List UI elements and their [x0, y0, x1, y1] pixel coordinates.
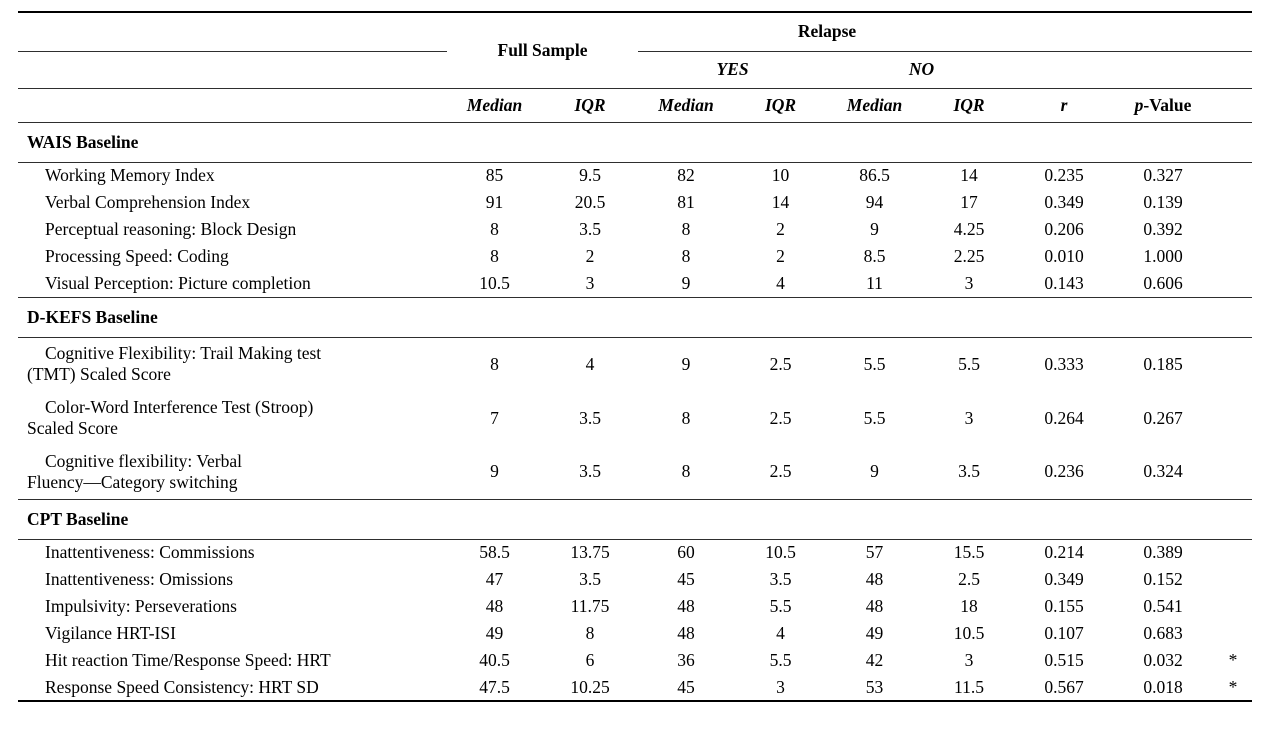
table-row [18, 337, 1252, 391]
value-cell: 10.5 [953, 623, 985, 643]
table-row [18, 539, 1252, 566]
table-row [18, 162, 1252, 189]
value-cell: 10.5 [447, 270, 542, 297]
results-table [18, 11, 1252, 702]
value-cell: 8 [681, 246, 691, 266]
value-cell: 11.5 [922, 674, 1016, 701]
value-cell: 45 [677, 569, 695, 589]
value-cell: 0.214 [1044, 542, 1084, 563]
value-cell: 0.236 [1016, 445, 1112, 499]
value-cell: 3.5 [769, 569, 792, 589]
col-header-iqr-no: IQR [922, 88, 1016, 122]
value-cell: 4 [734, 270, 827, 297]
value-cell: 5.5 [863, 353, 886, 374]
value-cell: 2.5 [769, 353, 792, 374]
table-row [18, 189, 1252, 216]
value-cell: 8 [681, 219, 691, 239]
value-cell: 8 [681, 407, 691, 428]
value-cell: 9 [870, 219, 879, 239]
significance-cell: * [1228, 650, 1238, 670]
value-cell: 3 [964, 407, 974, 428]
value-cell: 5.5 [863, 407, 886, 428]
value-cell: 0.327 [1143, 165, 1183, 186]
header-group-row [18, 12, 1252, 51]
row-label: Working Memory Index [45, 165, 215, 186]
significance-cell [1214, 620, 1252, 647]
section-header-row [18, 499, 1252, 539]
significance-cell [1214, 162, 1252, 189]
row-label: Impulsivity: Perseverations [45, 596, 237, 616]
value-cell: 0.018 [1112, 674, 1214, 701]
section-header-row [18, 297, 1252, 337]
section-title: WAIS Baseline [18, 122, 1252, 162]
value-cell: 42 [865, 650, 884, 670]
relapse-label: Relapse [797, 21, 857, 42]
value-cell: 3.5 [579, 219, 601, 239]
value-cell: 3 [734, 674, 827, 701]
value-cell: 0.267 [1143, 407, 1183, 428]
value-cell: 10.5 [765, 542, 796, 563]
value-cell: 53 [827, 674, 922, 701]
row-label: Vigilance HRT-ISI [45, 623, 176, 643]
value-cell: 45 [638, 674, 734, 701]
value-cell: 85 [485, 165, 504, 186]
value-cell: 2.25 [953, 246, 985, 266]
significance-cell [1214, 593, 1252, 620]
table-row [18, 647, 1252, 674]
row-label: Visual Perception: Picture completion [18, 270, 447, 297]
relapse-no-header [827, 51, 1016, 88]
value-cell: 2 [585, 246, 595, 266]
value-cell: 14 [960, 165, 978, 186]
section-title: CPT Baseline [18, 499, 1252, 539]
header-filler-cell [1016, 51, 1252, 88]
significance-cell [1214, 445, 1252, 499]
value-cell: 2.5 [734, 445, 827, 499]
value-cell: 0.185 [1143, 353, 1183, 374]
value-cell: 40.5 [479, 650, 510, 670]
column-header-row [18, 88, 1252, 122]
significance-cell [1214, 189, 1252, 216]
significance-cell [1214, 566, 1252, 593]
table-row [18, 566, 1252, 593]
value-cell: 3.5 [542, 445, 638, 499]
value-cell: 57 [865, 542, 884, 563]
significance-cell [1214, 243, 1252, 270]
significance-cell [1214, 216, 1252, 243]
table-row [18, 216, 1252, 243]
significance-cell [1214, 337, 1252, 391]
table-row [18, 243, 1252, 270]
value-cell: 9.5 [579, 165, 601, 186]
value-cell: 8 [490, 353, 499, 374]
significance-cell [1214, 270, 1252, 297]
relapse-yes-header [638, 51, 827, 88]
row-label: Cognitive flexibility: Verbal Fluency—Category switching [18, 445, 447, 499]
value-cell: 94 [865, 192, 884, 212]
value-cell: 8 [490, 219, 499, 239]
value-cell: 0.567 [1016, 674, 1112, 701]
value-cell: 0.392 [1143, 219, 1183, 239]
value-cell: 2 [776, 219, 785, 239]
col-header-median-full: Median [447, 88, 542, 122]
value-cell: 58.5 [479, 542, 510, 563]
value-cell: 0.032 [1143, 650, 1183, 670]
value-cell: 13.75 [570, 542, 610, 563]
stub-subheader-cell [18, 51, 447, 88]
value-cell: 86.5 [859, 165, 890, 186]
value-cell: 8.5 [863, 246, 886, 266]
variable-column-header [18, 88, 447, 122]
value-cell: 82 [677, 165, 695, 186]
col-header-p-value: p-Value [1112, 88, 1214, 122]
value-cell: 48 [485, 596, 504, 616]
row-label: Processing Speed: Coding [45, 246, 229, 266]
value-cell: 9 [681, 353, 691, 374]
value-cell: 18 [960, 596, 978, 616]
row-label: Response Speed Consistency: HRT SD [18, 674, 447, 701]
significance-cell [1214, 539, 1252, 566]
value-cell: 5.5 [958, 353, 980, 374]
value-cell: 0.349 [1044, 569, 1084, 589]
value-cell: 0.264 [1044, 407, 1084, 428]
value-cell: 8 [490, 246, 499, 266]
col-header-r: r [1016, 88, 1112, 122]
value-cell: 0.515 [1044, 650, 1084, 670]
relapse-header [638, 12, 1252, 51]
value-cell: 48 [865, 569, 884, 589]
table-body [18, 122, 1252, 701]
value-cell: 49 [485, 623, 504, 643]
value-cell: 0.324 [1112, 445, 1214, 499]
value-cell: 60 [677, 542, 695, 563]
stub-header-cell [18, 12, 447, 51]
value-cell: 2.5 [958, 569, 980, 589]
value-cell: 0.107 [1044, 623, 1084, 643]
full-sample-label: Full Sample [497, 39, 588, 60]
row-label: Color-Word Interference Test (Stroop) Scaled Score [27, 397, 314, 438]
value-cell: 10 [771, 165, 790, 186]
value-cell: 2 [776, 246, 785, 266]
value-cell: 0.235 [1044, 165, 1084, 186]
value-cell: 0.606 [1112, 270, 1214, 297]
value-cell: 3 [542, 270, 638, 297]
value-cell: 0.152 [1143, 569, 1183, 589]
no-label: NO [908, 59, 935, 79]
value-cell: 0.139 [1143, 192, 1183, 212]
col-header-iqr-full: IQR [542, 88, 638, 122]
table-row [18, 620, 1252, 647]
value-cell: 5.5 [769, 650, 792, 670]
value-cell: 14 [771, 192, 790, 212]
value-cell: 47.5 [447, 674, 542, 701]
row-label: Inattentiveness: Commissions [45, 542, 255, 563]
col-header-median-yes: Median [638, 88, 734, 122]
col-header-significance [1214, 88, 1252, 122]
value-cell: 9 [447, 445, 542, 499]
value-cell: 0.541 [1143, 596, 1183, 616]
value-cell: 9 [638, 270, 734, 297]
value-cell: 4 [776, 623, 785, 643]
value-cell: 36 [677, 650, 695, 670]
value-cell: 6 [585, 650, 595, 670]
col-header-iqr-yes: IQR [734, 88, 827, 122]
value-cell: 20.5 [574, 192, 606, 212]
value-cell: 10.25 [542, 674, 638, 701]
value-cell: 8 [585, 623, 595, 643]
table-row [18, 445, 1252, 499]
value-cell: 17 [960, 192, 978, 212]
col-header-median-no: Median [827, 88, 922, 122]
value-cell: 0.155 [1044, 596, 1084, 616]
value-cell: 0.333 [1044, 353, 1084, 374]
value-cell: 11 [827, 270, 922, 297]
value-cell: 49 [865, 623, 884, 643]
value-cell: 48 [865, 596, 884, 616]
significance-cell: * [1214, 674, 1252, 701]
significance-cell [1214, 391, 1252, 445]
value-cell: 3 [964, 650, 974, 670]
value-cell: 81 [677, 192, 695, 212]
value-cell: 0.389 [1143, 542, 1183, 563]
value-cell: 47 [485, 569, 504, 589]
table-row [18, 270, 1252, 297]
value-cell: 5.5 [769, 596, 792, 616]
value-cell: 0.683 [1143, 623, 1183, 643]
value-cell: 15.5 [953, 542, 985, 563]
value-cell: 91 [485, 192, 504, 212]
row-label: Cognitive Flexibility: Trail Making test (TMT) Scaled Score [27, 343, 322, 385]
value-cell: 0.143 [1016, 270, 1112, 297]
value-cell: 0.349 [1044, 192, 1084, 212]
value-cell: 48 [677, 623, 695, 643]
value-cell: 7 [490, 407, 499, 428]
row-label: Verbal Comprehension Index [45, 192, 251, 212]
value-cell: 4.25 [953, 219, 985, 239]
value-cell: 48 [677, 596, 695, 616]
row-label: Inattentiveness: Omissions [45, 569, 234, 589]
value-cell: 3 [922, 270, 1016, 297]
row-label: Perceptual reasoning: Block Design [45, 219, 297, 239]
section-title: D-KEFS Baseline [18, 297, 1252, 337]
value-cell: 1.000 [1143, 246, 1183, 266]
value-cell: 3.5 [579, 569, 601, 589]
table-row [18, 391, 1252, 445]
row-label: Hit reaction Time/Response Speed: HRT [45, 650, 331, 670]
value-cell: 0.206 [1044, 219, 1084, 239]
value-cell: 3.5 [579, 407, 601, 428]
value-cell: 3.5 [922, 445, 1016, 499]
full-sample-header [447, 12, 638, 88]
value-cell: 9 [827, 445, 922, 499]
value-cell: 11.75 [570, 596, 610, 616]
table-row [18, 593, 1252, 620]
table-row [18, 674, 1252, 701]
value-cell: 4 [585, 353, 595, 374]
yes-label: YES [716, 59, 749, 79]
section-header-row [18, 122, 1252, 162]
value-cell: 8 [638, 445, 734, 499]
value-cell: 2.5 [769, 407, 792, 428]
value-cell: 0.010 [1044, 246, 1084, 266]
